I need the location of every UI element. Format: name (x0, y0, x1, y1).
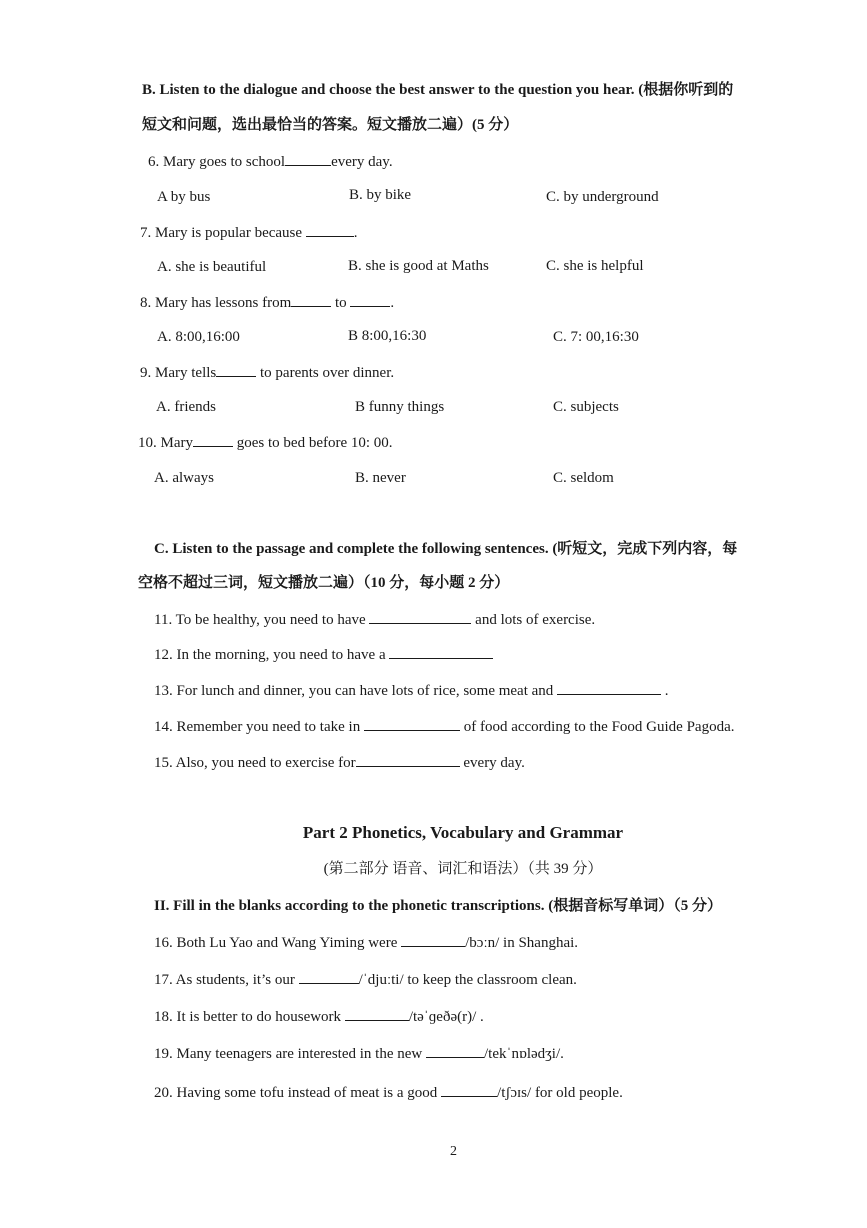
answer-blank[interactable] (299, 969, 359, 984)
question-8-stem (140, 292, 394, 313)
question-stem-part: 8. Mary has lessons from (140, 295, 292, 311)
item-part: 16. Both Lu Yao and Wang Yiming were (154, 935, 398, 951)
answer-blank[interactable] (306, 222, 354, 237)
answer-blank[interactable] (193, 432, 233, 447)
section-c-heading-line1: C. Listen to the passage and complete the following sentences. (听短文，完成下列内容，每 (154, 541, 738, 557)
answer-blank[interactable] (426, 1043, 484, 1058)
sentence-12 (154, 644, 493, 665)
q7-option-a[interactable]: A. she is beautiful (157, 259, 267, 275)
answer-blank[interactable] (345, 1006, 409, 1021)
question-10-stem (138, 432, 393, 453)
sentence-13 (154, 680, 669, 701)
question-9-stem (140, 362, 394, 383)
question-stem-part: . (353, 225, 358, 241)
question-6-stem (148, 151, 393, 172)
sentence-part: every day. (463, 755, 525, 771)
q10-option-a[interactable]: A. always (154, 470, 214, 486)
sentence-15 (154, 752, 525, 773)
item-part: 18. It is better to do housework (154, 1009, 342, 1025)
q9-option-a[interactable]: A. friends (156, 399, 216, 415)
answer-blank[interactable] (389, 644, 493, 659)
q6-option-c[interactable]: C. by underground (546, 189, 659, 205)
item-part: /bɔːn/ in Shanghai. (465, 935, 579, 951)
q9-option-c[interactable]: C. subjects (553, 399, 619, 415)
sentence-14 (154, 716, 734, 737)
question-stem-part: to parents over dinner. (260, 365, 395, 381)
q8-option-c[interactable]: C. 7: 00,16:30 (553, 329, 639, 345)
question-stem-part: . (390, 295, 395, 311)
item-19 (154, 1043, 564, 1064)
item-part: /tekˈnɒlədʒi/. (483, 1046, 564, 1062)
item-part: 20. Having some tofu instead of meat is a good (154, 1085, 438, 1101)
answer-blank[interactable] (291, 292, 331, 307)
q7-option-b[interactable]: B. she is good at Maths (348, 258, 489, 274)
answer-blank[interactable] (364, 716, 460, 731)
answer-blank[interactable] (557, 680, 661, 695)
question-stem-part: every day. (331, 154, 393, 170)
item-part: /tʃɔɪs/ for old people. (497, 1085, 623, 1101)
item-18 (154, 1006, 484, 1027)
sentence-part: 11. To be healthy, you need to have (154, 612, 366, 628)
item-part: 19. Many teenagers are interested in the new (154, 1046, 423, 1062)
sentence-part: of food according to the Food Guide Pagoda. (463, 719, 735, 735)
answer-blank[interactable] (350, 292, 390, 307)
answer-blank[interactable] (441, 1082, 497, 1097)
question-stem-part: 7. Mary is popular because (140, 225, 303, 241)
question-stem-part: 9. Mary tells (140, 365, 217, 381)
item-20 (154, 1082, 623, 1103)
answer-blank[interactable] (216, 362, 256, 377)
answer-blank[interactable] (369, 609, 471, 624)
question-7-stem (140, 222, 358, 243)
question-stem-part: goes to bed before 10: 00. (236, 435, 393, 451)
item-17 (154, 969, 577, 990)
section-c-heading-line2: 空格不超过三词，短文播放二遍）（10 分，每小题 2 分） (138, 575, 510, 591)
q10-option-b[interactable]: B. never (355, 470, 406, 486)
answer-blank[interactable] (285, 151, 331, 166)
section-b-heading-line2: 短文和问题，选出最恰当的答案。短文播放二遍）(5 分） (142, 117, 519, 133)
sentence-part: 12. In the morning, you need to have a (154, 647, 386, 663)
answer-blank[interactable] (356, 752, 460, 767)
section-b-heading-line1: B. Listen to the dialogue and choose the best answer to the question you hear. (根据你听到的 (142, 82, 734, 98)
sentence-part: and lots of exercise. (475, 612, 596, 628)
q6-option-b[interactable]: B. by bike (349, 187, 412, 203)
part2-title: Part 2 Phonetics, Vocabulary and Grammar (302, 823, 624, 842)
page-number: 2 (450, 1144, 457, 1159)
q9-option-b[interactable]: B funny things (355, 399, 445, 415)
q8-option-b[interactable]: B 8:00,16:30 (348, 328, 427, 344)
question-stem-part: 6. Mary goes to school (148, 154, 286, 170)
q8-option-a[interactable]: A. 8:00,16:00 (157, 329, 240, 345)
item-part: /ˈdjuːti/ to keep the classroom clean. (358, 972, 577, 988)
item-16 (154, 932, 578, 953)
answer-blank[interactable] (401, 932, 465, 947)
item-part: /təˈɡeðə(r)/ . (408, 1009, 484, 1025)
sentence-part: 13. For lunch and dinner, you can have lots of rice, some meat and (154, 683, 554, 699)
q10-option-c[interactable]: C. seldom (553, 470, 614, 486)
sentence-part: 14. Remember you need to take in (154, 719, 361, 735)
question-stem-part: 10. Mary (138, 435, 193, 451)
sentence-part: . (664, 683, 669, 699)
q6-option-a[interactable]: A by bus (157, 189, 211, 205)
question-stem-part: to (334, 295, 347, 311)
q7-option-c[interactable]: C. she is helpful (546, 258, 644, 274)
section-ii-heading: II. Fill in the blanks according to the phonetic transcriptions. (根据音标写单词）（5 分） (154, 898, 722, 914)
sentence-part: 15. Also, you need to exercise for (154, 755, 356, 771)
part2-subtitle: (第二部分 语音、词汇和语法）（共 39 分） (323, 861, 603, 877)
sentence-11 (154, 609, 595, 630)
item-part: 17. As students, it’s our (154, 972, 295, 988)
